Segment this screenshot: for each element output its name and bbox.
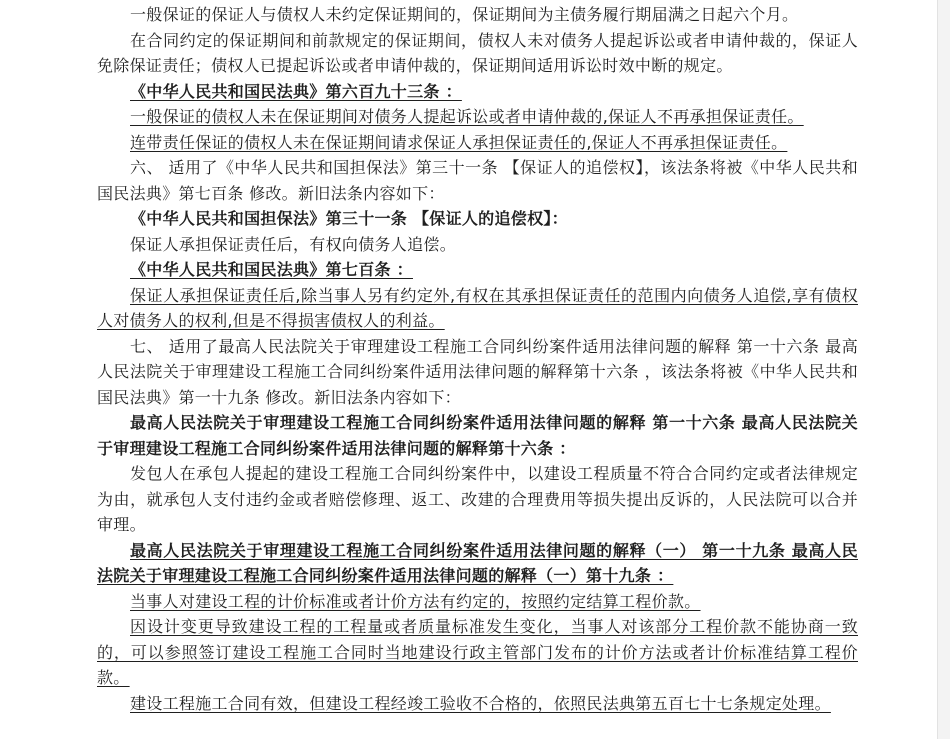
heading-interpretation-16 — [97, 410, 858, 461]
paragraph-text: 建设工程施工合同有效，但建设工程经竣工验收不合格的，依照民法典第五百七十七条规定处理。 — [130, 693, 831, 713]
paragraph-text: 保证人承担保证责任后,除当事人另有约定外,有权在其承担保证责任的范围内向债务人追偿,享有债权人对债务人的权利,但是不得损害债权人的利益。 — [97, 285, 858, 330]
heading-civil-code-693 — [97, 79, 858, 105]
heading-guarantee-law-31 — [97, 206, 858, 232]
heading-text: 最高人民法院关于审理建设工程施工合同纠纷案件适用法律问题的解释（一） 第一十九条 最高人民法院关于审理建设工程施工合同纠纷案件适用法律问题的解释（一）第十九条 ： — [97, 540, 858, 585]
paragraph-text: 一般保证的保证人与债权人未约定保证期间的，保证期间为主债务履行期届满之日起六个月。 — [130, 5, 799, 24]
paragraph-guarantee-period — [97, 2, 858, 28]
heading-text: 最高人民法院关于审理建设工程施工合同纠纷案件适用法律问题的解释 第一十六条 最高人民法院关于审理建设工程施工合同纠纷案件适用法律问题的解释第十六条 ： — [97, 413, 858, 458]
paragraph-guarantee-law-31-text — [97, 232, 858, 258]
heading-text: 《中华人民共和国民法典》第七百条 ： — [130, 260, 413, 279]
paragraph-text: 保证人承担保证责任后，有权向债务人追偿。 — [130, 234, 457, 254]
paragraph-interpretation-19-pricing — [97, 589, 858, 615]
heading-civil-code-700 — [97, 257, 858, 283]
paragraph-text: 连带责任保证的债权人未在保证期间请求保证人承担保证责任的,保证人不再承担保证责任。 — [130, 132, 788, 152]
heading-text: 《中华人民共和国担保法》第三十一条 【保证人的追偿权】： — [130, 209, 568, 228]
heading-text: 《中华人民共和国民法典》第六百九十三条 ： — [130, 81, 462, 101]
paragraph-section-six — [97, 155, 858, 206]
paragraph-text: 一般保证的债权人未在保证期间对债务人提起诉讼或者申请仲裁的,保证人不再承担保证责任。 — [130, 107, 804, 126]
paragraph-interpretation-16-text — [97, 461, 858, 538]
paragraph-civil-code-700-text — [97, 283, 858, 334]
paragraph-civil-code-693-general — [97, 104, 858, 130]
paragraph-text: 七、 适用了最高人民法院关于审理建设工程施工合同纠纷案件适用法律问题的解释 第一十六条 最高人民法院关于审理建设工程施工合同纠纷案件适用法律问题的解释第十六条 ，该法条将被《中华人民共和国民法典》第一十九条 修改。新旧法条内容如下： — [97, 336, 858, 407]
paragraph-interpretation-19-acceptance — [97, 691, 858, 717]
heading-interpretation-one-19 — [97, 538, 858, 589]
paragraph-text: 在合同约定的保证期间和前款规定的保证期间，债权人未对债务人提起诉讼或者申请仲裁的，保证人免除保证责任；债权人已提起诉讼或者申请仲裁的，保证期间适用诉讼时效中断的规定。 — [97, 30, 858, 75]
paragraph-text: 因设计变更导致建设工程的工程量或者质量标准发生变化，当事人对该部分工程价款不能协商一致的，可以参照签订建设工程施工合同时当地建设行政主管部门发布的计价方法或者计价标准结算工程价款。 — [97, 617, 858, 687]
page-edge — [937, 0, 950, 739]
paragraph-guarantee-exemption — [97, 28, 858, 79]
paragraph-text: 发包人在承包人提起的建设工程施工合同纠纷案件中，以建设工程质量不符合合同约定或者法律规定为由，就承包人支付违约金或者赔偿修理、返工、改建的合理费用等损失提出反诉的，人民法院可以合并审理。 — [97, 464, 858, 534]
paragraph-interpretation-19-design-change — [97, 614, 858, 691]
paragraph-civil-code-693-joint — [97, 130, 858, 156]
paragraph-text: 当事人对建设工程的计价标准或者计价方法有约定的，按照约定结算工程价款。 — [130, 591, 701, 611]
paragraph-text: 六、 适用了《中华人民共和国担保法》第三十一条 【保证人的追偿权】，该法条将被《中华人民共和国民法典》第七百条 修改。新旧法条内容如下： — [97, 158, 858, 203]
paragraph-section-seven — [97, 334, 858, 411]
